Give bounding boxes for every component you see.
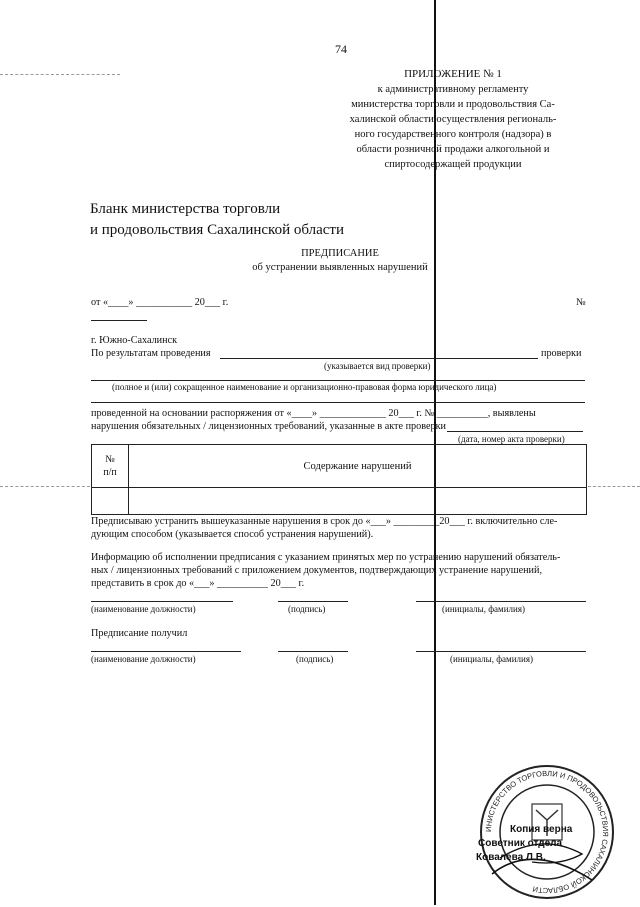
underline — [91, 320, 147, 321]
order-line: Предписываю устранить вышеуказанные нарушения в срок до «___» _________20___ г. включительно сле- — [91, 516, 558, 527]
city-label: г. Южно-Сахалинск — [91, 335, 178, 346]
page-number: 74 — [335, 42, 347, 56]
appendix-line: ного государственного контроля (надзора) в — [354, 129, 552, 140]
info-line: ных / лицензионных требований с приложением документов, подтверждающих устранение нарушений, — [91, 565, 543, 576]
basis-line: проведенной на основании распоряжения от «____» _____________ 20___ г. № __________, выявлены — [91, 408, 536, 419]
name-field[interactable] — [416, 601, 586, 602]
scan-noise-line — [0, 486, 90, 487]
name-caption: (инициалы, фамилия) — [442, 604, 525, 614]
results-prefix: По результатам проведения — [91, 348, 211, 359]
appendix-line: министерства торговли и продовольствия Са- — [351, 99, 555, 110]
info-line: представить в срок до «___» __________ 20___ г. — [91, 578, 305, 589]
violations-line: нарушения обязательных / лицензионных требований, указанные в акте проверки — [91, 421, 446, 432]
table-cell[interactable] — [129, 488, 587, 515]
position-field[interactable] — [91, 651, 241, 652]
signature-field[interactable] — [278, 601, 348, 602]
order-line: дующим способом (указывается способ устранения нарушений). — [91, 529, 374, 540]
scan-noise-line — [0, 74, 120, 75]
signature-caption: (подпись) — [288, 604, 326, 614]
results-suffix: проверки — [541, 348, 582, 359]
letterhead-line: Бланк министерства торговли — [90, 201, 281, 217]
entity-caption: (полное и (или) сокращенное наименование и организационно-правовая форма юридического лица) — [112, 382, 497, 392]
column-header-number — [92, 445, 129, 488]
inspection-type-field[interactable] — [220, 358, 538, 359]
appendix-block — [322, 67, 584, 172]
appendix-line: спиртосодержащей продукции — [384, 159, 522, 170]
table-cell[interactable] — [92, 488, 129, 515]
info-line: Информацию об исполнении предписания с указанием принятых мер по устранению нарушений обязатель- — [91, 552, 561, 563]
name-caption: (инициалы, фамилия) — [450, 654, 533, 664]
signature-field[interactable] — [278, 651, 348, 652]
stamp-copy-text: Копия верна — [510, 824, 573, 835]
entity-name-field[interactable] — [91, 380, 585, 381]
column-header-number-line1: № — [105, 454, 115, 465]
letterhead-line: и продовольствия Сахалинской области — [90, 222, 344, 238]
violations-table — [91, 444, 587, 515]
scan-noise-line — [588, 486, 640, 487]
appendix-line: к административному регламенту — [377, 84, 529, 95]
letterhead-title — [90, 199, 410, 241]
name-field[interactable] — [416, 651, 586, 652]
act-caption: (дата, номер акта проверки) — [458, 434, 565, 444]
number-sign: № — [576, 297, 586, 308]
official-stamp — [472, 762, 622, 902]
date-line: от «____» ___________ 20___ г. — [91, 297, 229, 308]
document-subtitle: об устранении выявленных нарушений — [252, 262, 428, 273]
act-field[interactable] — [447, 431, 583, 432]
position-caption: (наименование должности) — [91, 604, 196, 614]
table-row[interactable] — [92, 488, 587, 515]
appendix-line: халинской области осуществления региональ- — [349, 114, 557, 125]
appendix-line: области розничной продажи алкогольной и — [356, 144, 550, 155]
table-header-row — [92, 445, 587, 488]
position-field[interactable] — [91, 601, 233, 602]
signature-caption: (подпись) — [296, 654, 334, 664]
stamp-name-text: Ковалева Л.В. — [476, 852, 546, 863]
document-title: ПРЕДПИСАНИЕ — [301, 248, 379, 259]
column-header-content: Содержание нарушений — [129, 445, 587, 488]
stamp-ring-text: ИНИСТЕРСТВО ТОРГОВЛИ И ПРОДОВОЛЬСТВИЯ САХАЛИНСКОЙ ОБЛАСТИ — [483, 768, 611, 896]
inspection-type-caption: (указывается вид проверки) — [324, 361, 431, 371]
received-label: Предписание получил — [91, 628, 188, 639]
entity-name-field-2[interactable] — [91, 402, 585, 403]
appendix-heading: ПРИЛОЖЕНИЕ № 1 — [404, 68, 502, 80]
position-caption: (наименование должности) — [91, 654, 196, 664]
stamp-position-text: Советник отдела — [478, 838, 563, 849]
column-header-number-line2: п/п — [103, 467, 117, 478]
